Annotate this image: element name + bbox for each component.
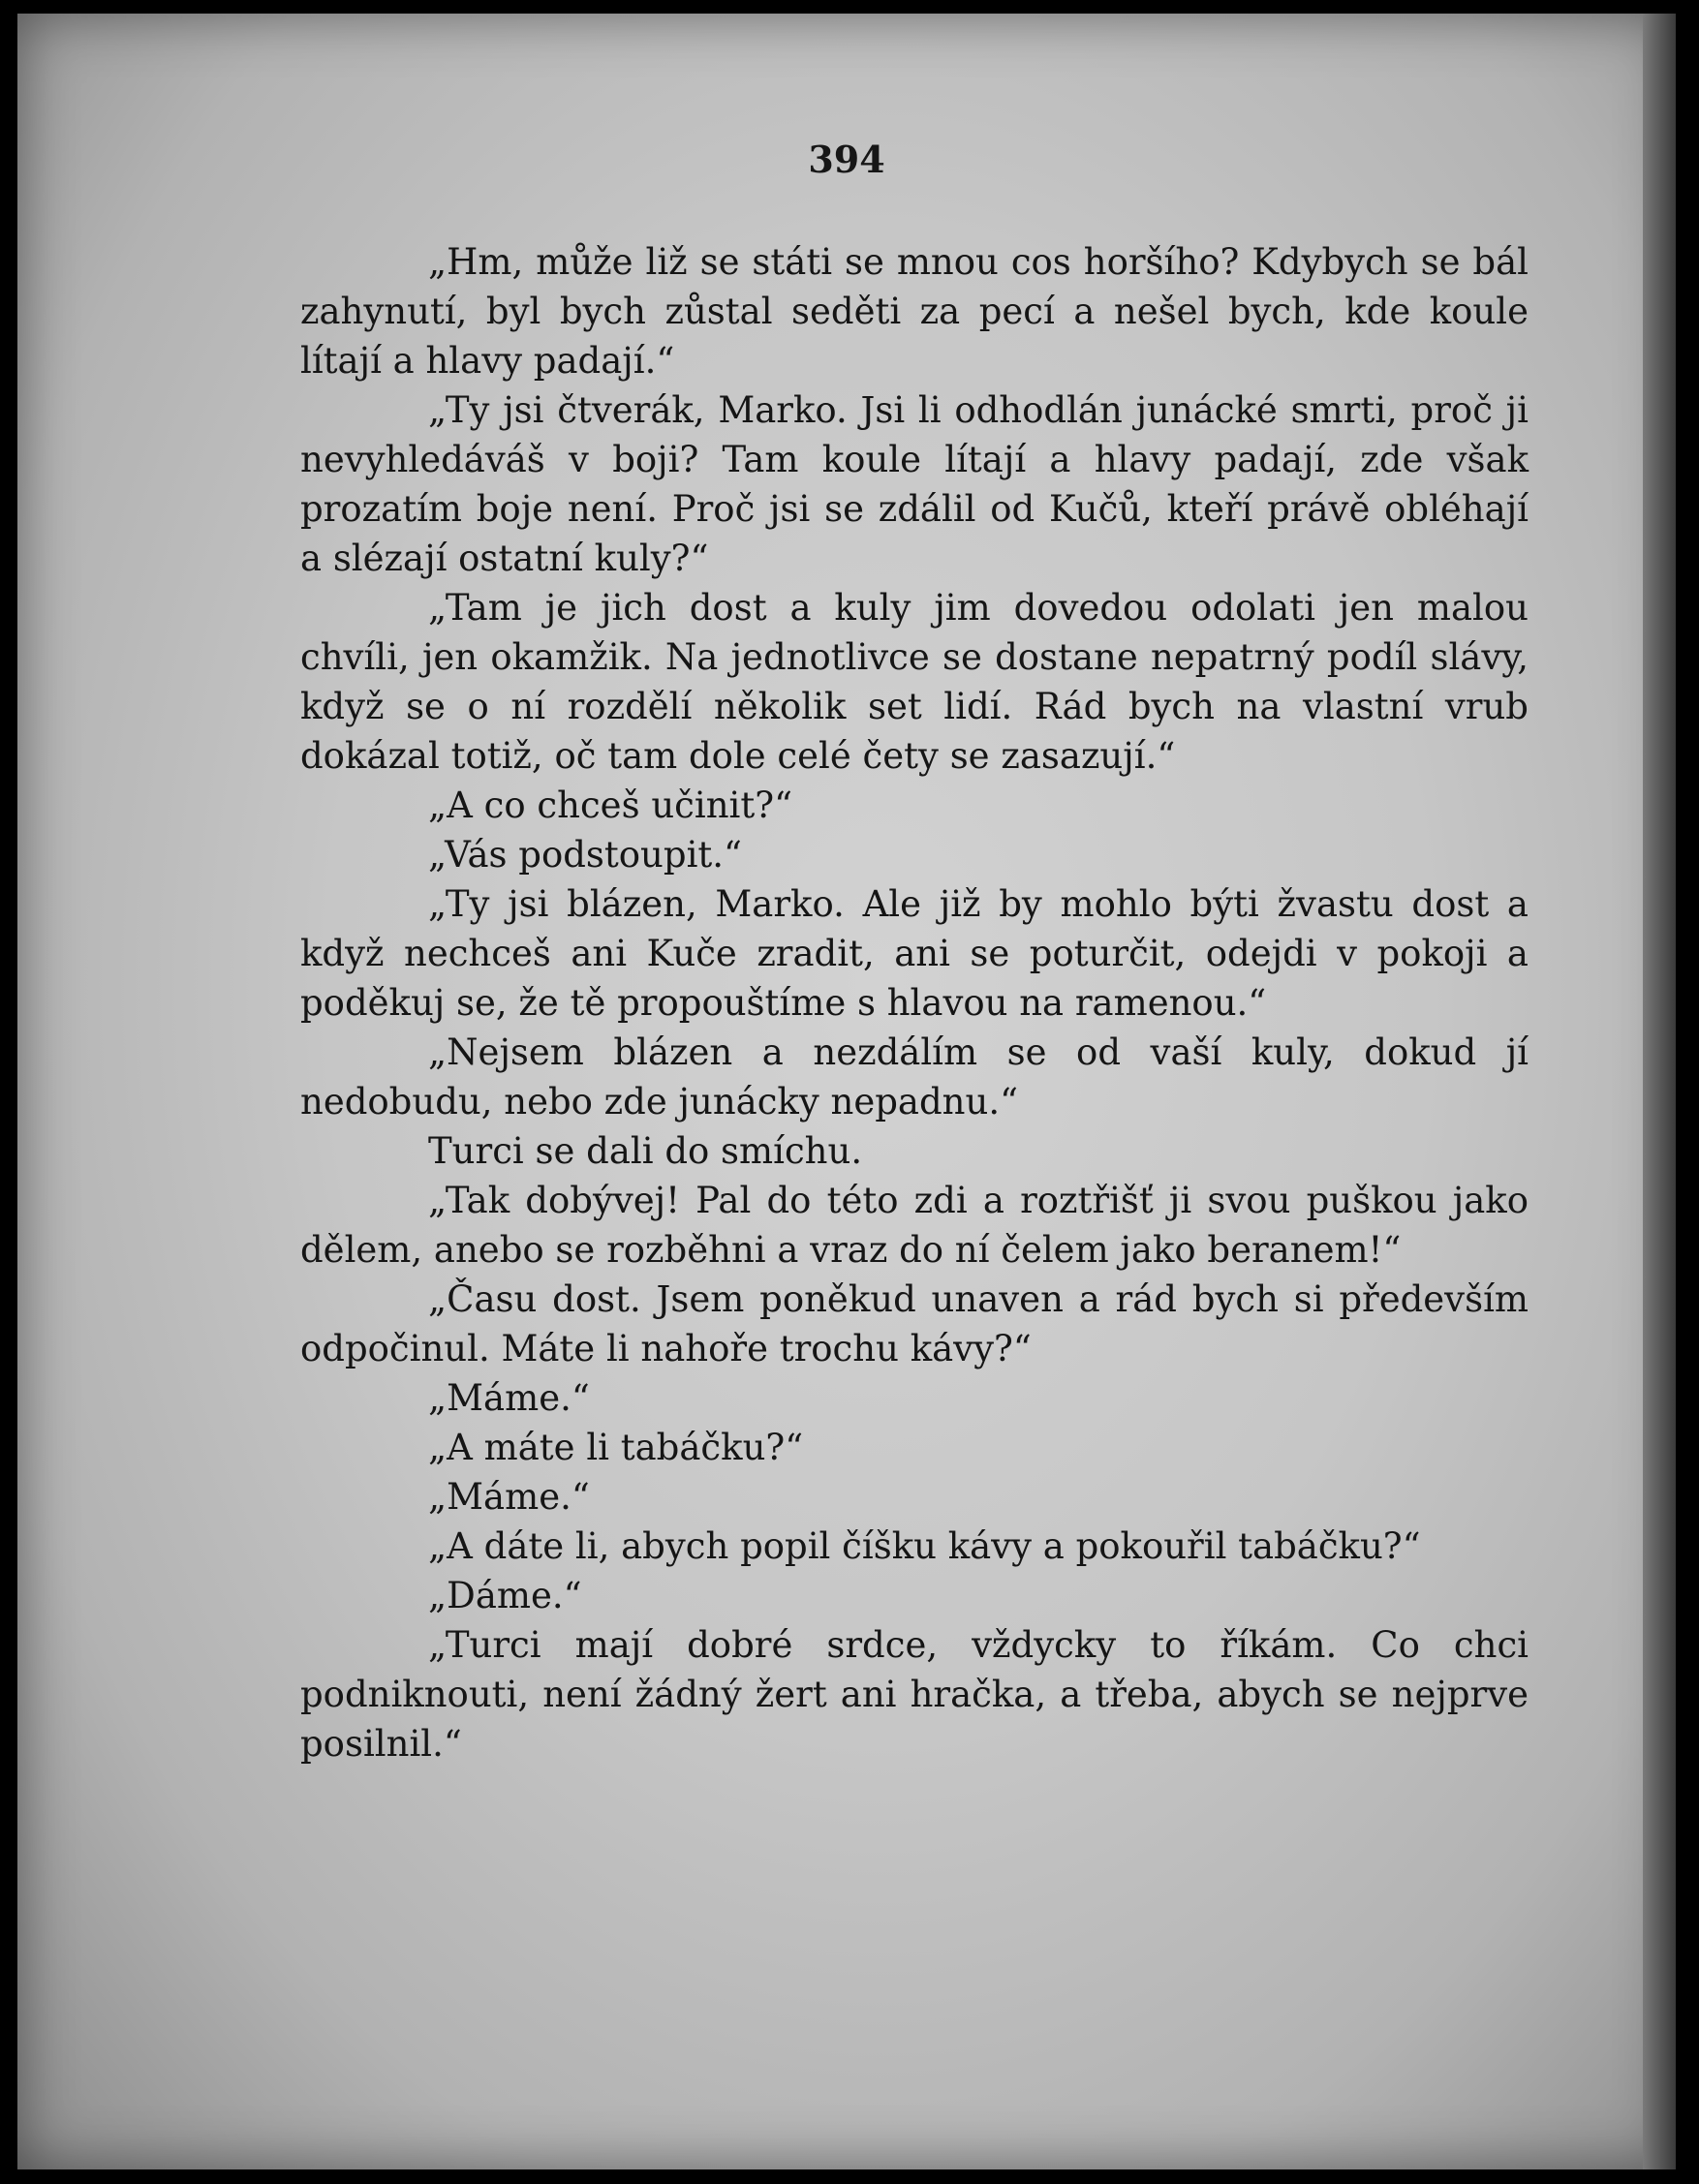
paragraph: „Času dost. Jsem poněkud unaven a rád bych si především odpočinul. Máte li nahoře trochu kávy?“: [300, 1278, 1529, 1369]
paragraph: „A dáte li, abych popil číšku kávy a pokouřil tabáčku?“: [428, 1525, 1421, 1567]
paragraph: „Hm, může liž se státi se mnou cos horšího? Kdybych se bál zahynutí, byl bych zůstal seděti za pecí a nešel bych, kde koule lítají a hlavy padají.“: [300, 241, 1529, 382]
paragraph: „Nejsem blázen a nezdálím se od vaší kuly, dokud jí nedobudu, nebo zde junácky nepadnu.“: [300, 1031, 1529, 1123]
paragraph: „Vás podstoupit.“: [428, 834, 742, 876]
paragraph: Turci se dali do smíchu.: [428, 1130, 863, 1172]
page-edge-shadow: [1643, 14, 1676, 2169]
body-text: [300, 237, 1529, 1769]
page-number: 394: [808, 138, 885, 181]
paragraph: „Ty jsi čtverák, Marko. Jsi li odhodlán junácké smrti, proč ji nevyhledáváš v boji? Tam koule lítají a hlavy padají, zde však prozatím boje není. Proč jsi se zdálil od Kučů, kteří právě obléhají a slézají ostatní kuly?“: [300, 389, 1529, 579]
paragraph: „Tam je jich dost a kuly jim dovedou odolati jen malou chvíli, jen okamžik. Na jednotlivce se dostane nepatrný podíl slávy, když se o ní rozdělí několik set lidí. Rád bych na vlastní vrub dokázal totiž, oč tam dole celé čety se zasazují.“: [300, 587, 1529, 777]
paragraph: „Dáme.“: [428, 1575, 582, 1616]
paragraph: „Tak dobývej! Pal do této zdi a roztřišť ji svou puškou jako dělem, anebo se rozběhni a vraz do ní čelem jako beranem!“: [300, 1180, 1529, 1271]
paragraph: „Máme.“: [428, 1377, 590, 1419]
paragraph: „A co chceš učinit?“: [428, 784, 792, 826]
paragraph: „Ty jsi blázen, Marko. Ale již by mohlo býti žvastu dost a když nechceš ani Kuče zradit, ani se poturčit, odejdi v pokoji a poděkuj se, že tě propouštíme s hlavou na ramenou.“: [300, 883, 1529, 1024]
paragraph: „Turci mají dobré srdce, vždycky to říkám. Co chci podniknouti, není žádný žert ani hračka, a třeba, abych se nejprve posilnil.“: [300, 1624, 1529, 1765]
paper-sheet: [17, 14, 1676, 2169]
paragraph: „A máte li tabáčku?“: [428, 1427, 804, 1468]
paragraph: „Máme.“: [428, 1476, 590, 1518]
